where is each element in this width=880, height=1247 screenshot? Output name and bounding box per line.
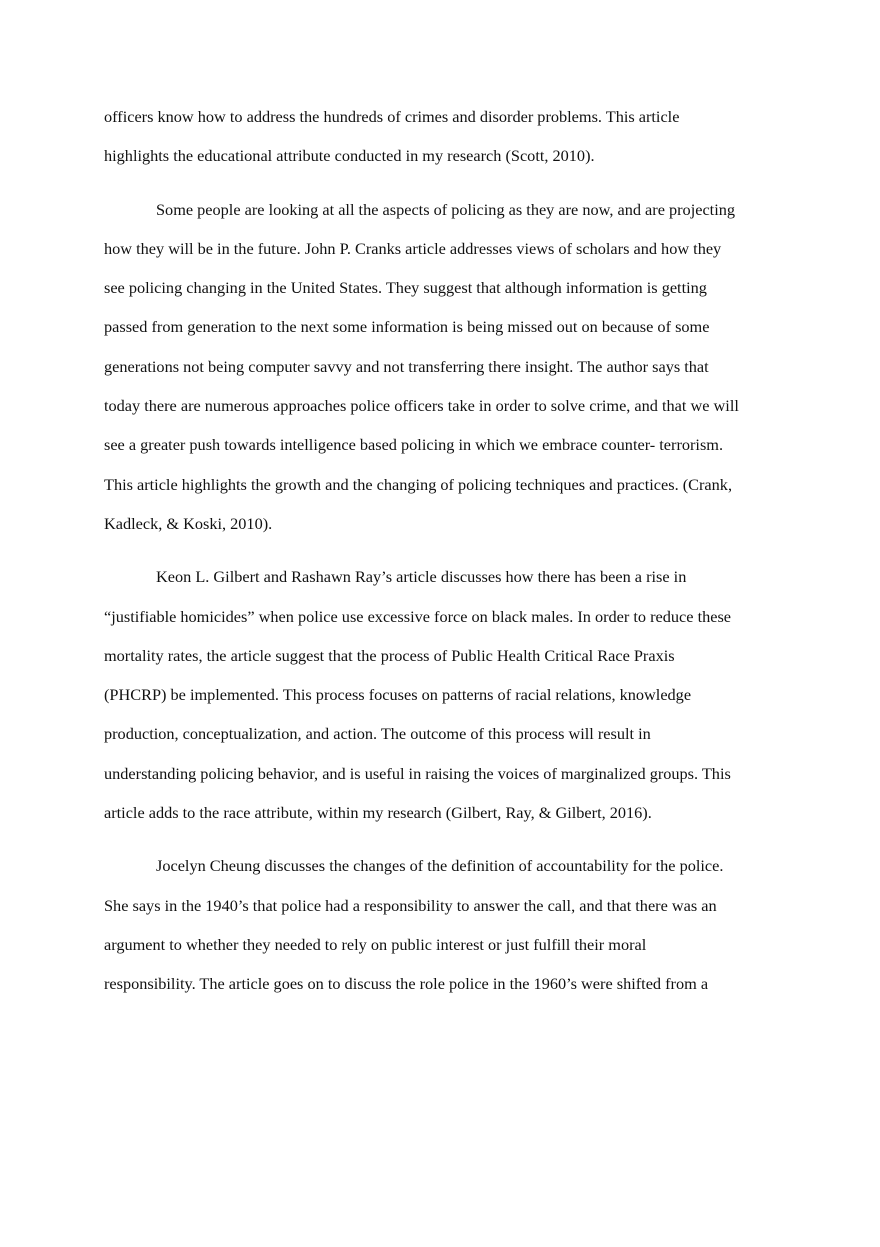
- body-text: [104, 97, 784, 1004]
- text-line: officers know how to address the hundreds of crimes and disorder problems. This article: [104, 107, 680, 126]
- paragraph: [104, 557, 784, 832]
- text-line: Jocelyn Cheung discusses the changes of the definition of accountability for the police.: [156, 856, 724, 876]
- paragraph: [104, 846, 784, 1003]
- paragraph: [104, 190, 784, 544]
- text-line: Some people are looking at all the aspects of policing as they are now, and are projecting: [156, 199, 735, 219]
- text-line: “justifiable homicides” when police use excessive force on black males. In order to reduce these: [104, 606, 732, 626]
- text-line: see policing changing in the United States. They suggest that although information is getting: [104, 278, 707, 298]
- text-line: article adds to the race attribute, within my research (Gilbert, Ray, & Gilbert, 2016).: [104, 803, 652, 823]
- text-line: highlights the educational attribute conducted in my research (Scott, 2010).: [104, 146, 595, 166]
- text-line: passed from generation to the next some information is being missed out on because of some: [104, 317, 710, 337]
- text-line: responsibility. The article goes on to discuss the role police in the 1960’s were shifted from a: [104, 974, 709, 994]
- text-line: production, conceptualization, and action. The outcome of this process will result in: [104, 724, 651, 744]
- text-line: mortality rates, the article suggest that the process of Public Health Critical Race Praxis: [104, 645, 675, 665]
- text-line: generations not being computer savvy and not transferring there insight. The author says that: [104, 356, 709, 376]
- text-line: Keon L. Gilbert and Rashawn Ray’s article discusses how there has been a rise in: [156, 567, 687, 587]
- text-line: how they will be in the future. John P. Cranks article addresses views of scholars and how they: [104, 238, 722, 258]
- paragraph: [104, 97, 784, 176]
- text-line: Kadleck, & Koski, 2010).: [104, 513, 273, 533]
- text-line: see a greater push towards intelligence based policing in which we embrace counter- terrorism.: [104, 435, 724, 455]
- text-line: argument to whether they needed to rely on public interest or just fulfill their moral: [104, 934, 647, 954]
- text-line: This article highlights the growth and the changing of policing techniques and practices. (Crank,: [104, 474, 733, 494]
- text-line: (PHCRP) be implemented. This process focuses on patterns of racial relations, knowledge: [104, 685, 692, 705]
- text-line: today there are numerous approaches police officers take in order to solve crime, and that we will: [104, 396, 739, 416]
- text-line: understanding policing behavior, and is useful in raising the voices of marginalized groups. This: [104, 763, 731, 783]
- text-line: She says in the 1940’s that police had a responsibility to answer the call, and that there was an: [104, 895, 717, 915]
